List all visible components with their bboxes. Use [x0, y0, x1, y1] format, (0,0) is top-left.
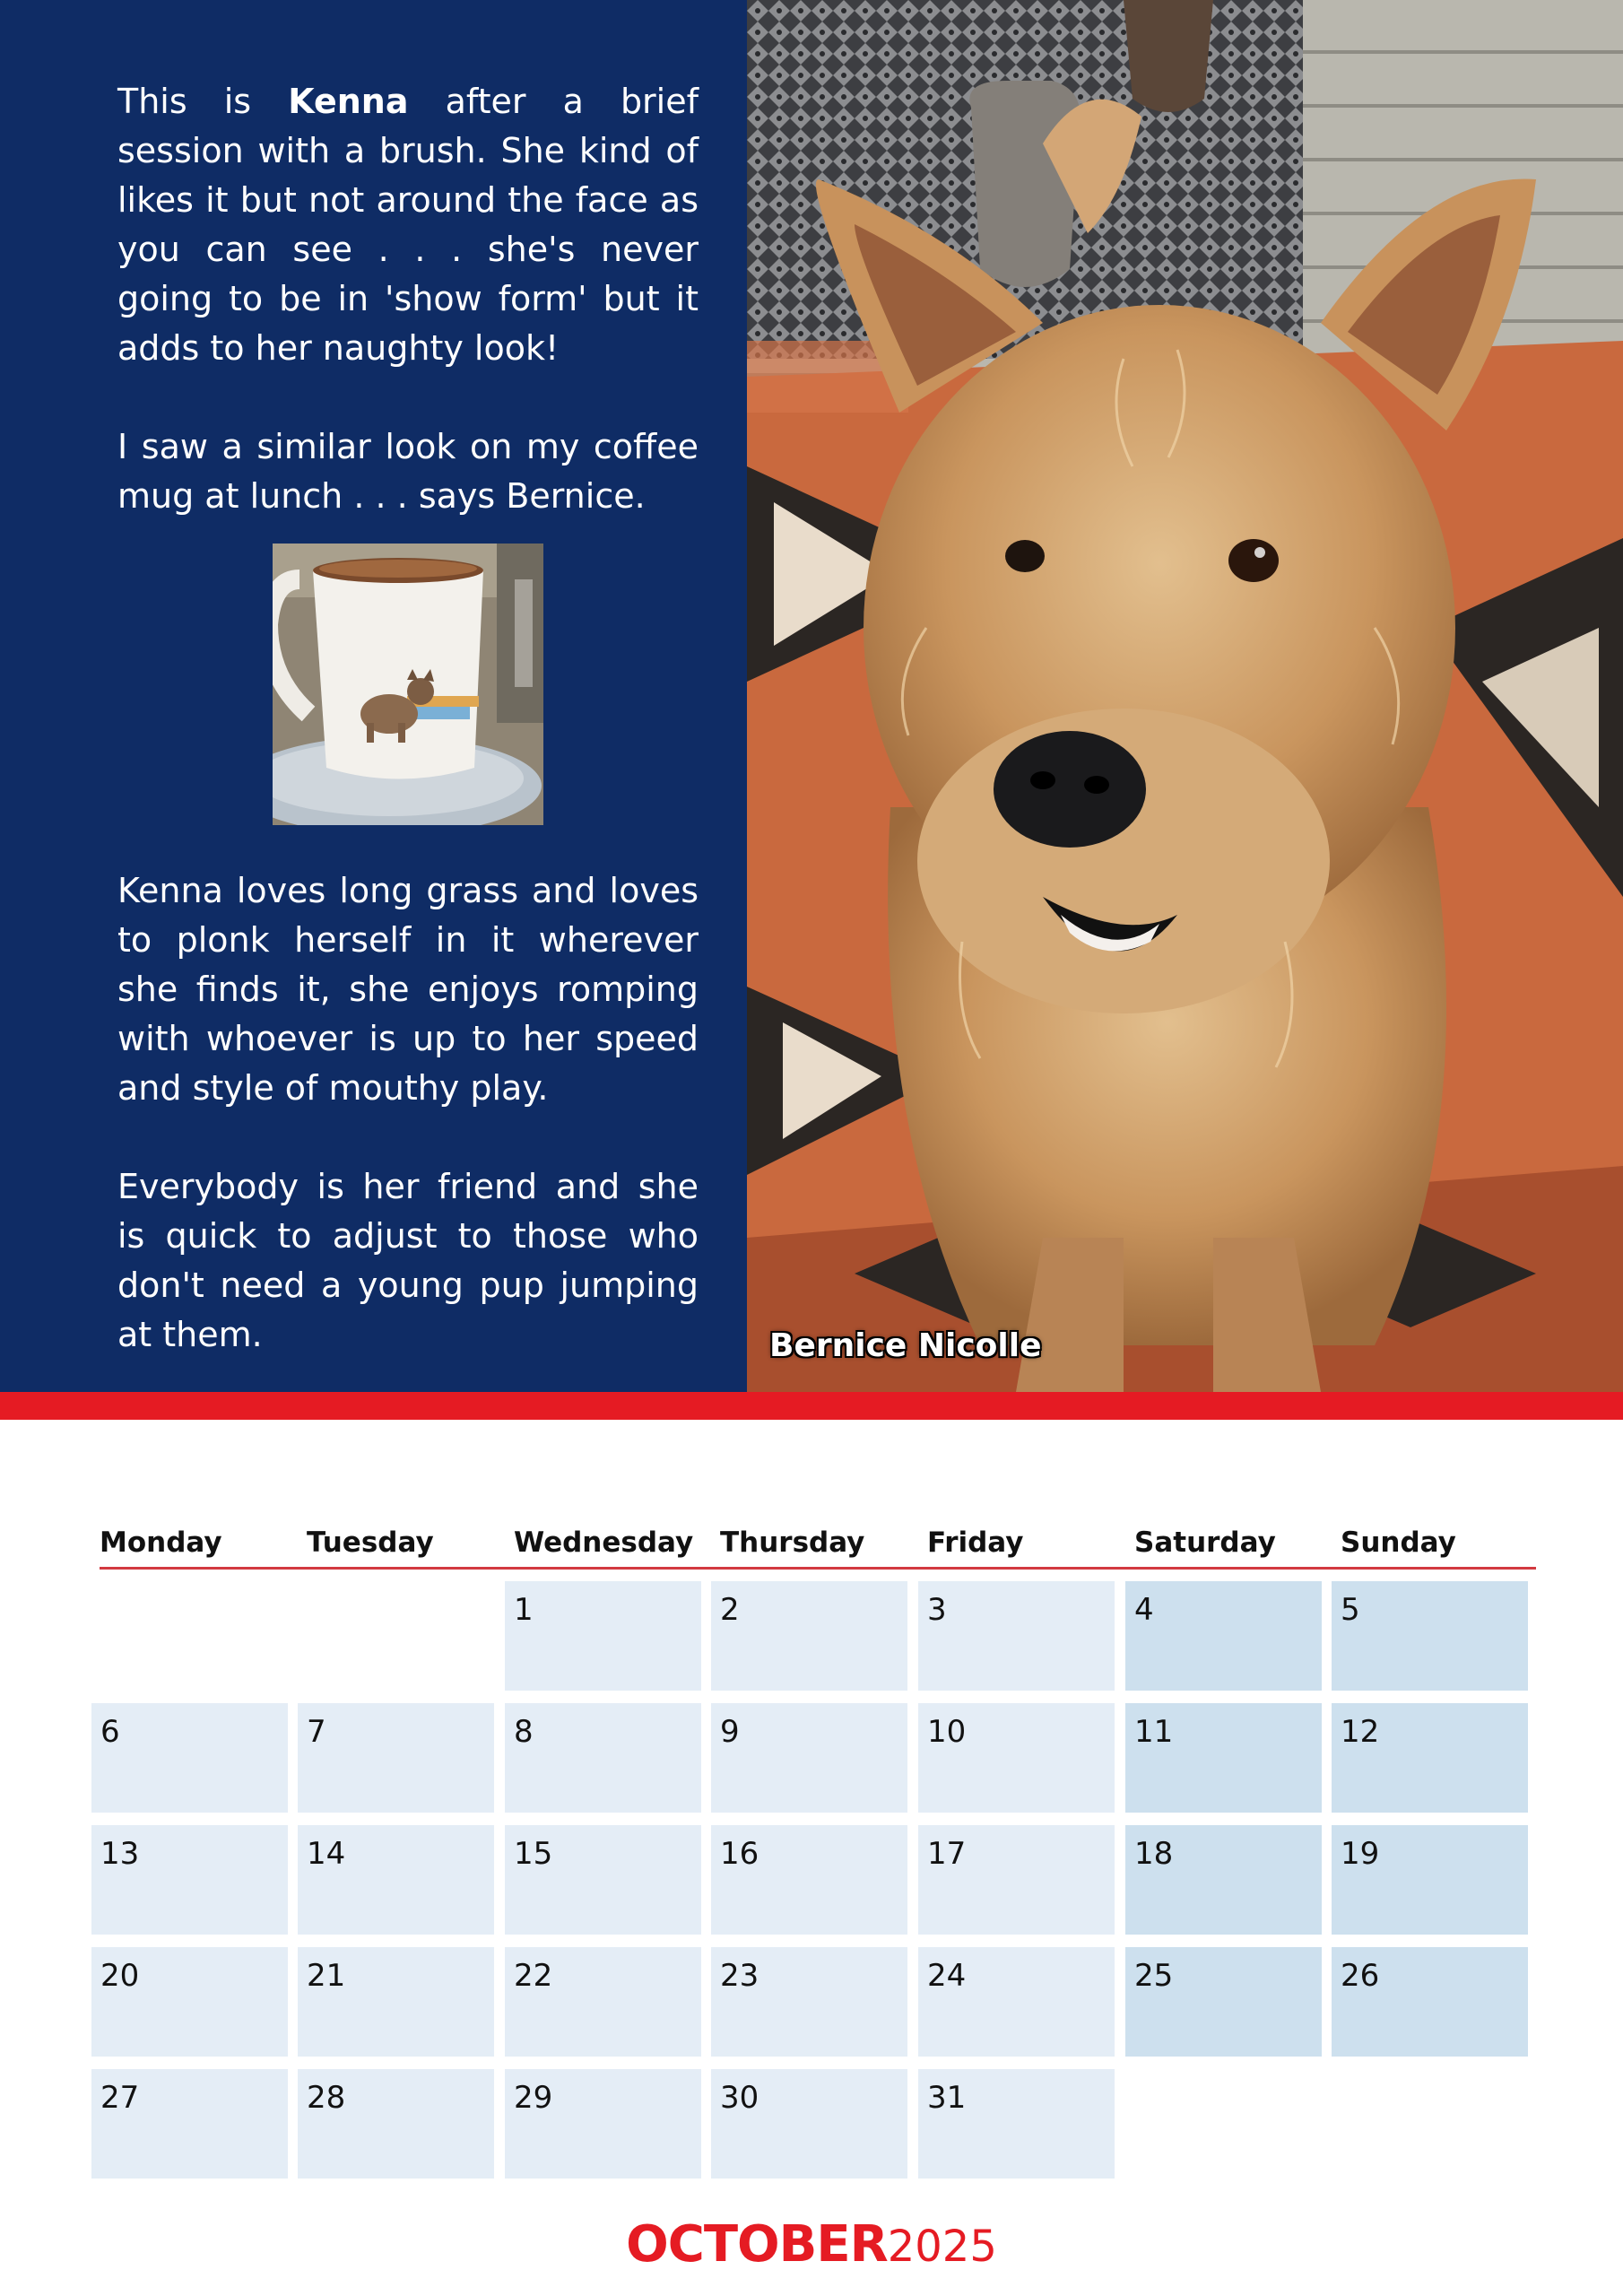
story-paragraph-intro: This is Kenna after a brief session with a brush. She kind of likes it but not around the face as you can see . . . she's never going to be in 'show form' but it adds to her naughty look! [117, 82, 699, 368]
day-cell-20 [91, 1947, 288, 2057]
day-number: 4 [1134, 1592, 1154, 1628]
day-number: 19 [1341, 1836, 1380, 1872]
day-cell-30 [711, 2069, 907, 2179]
day-cell-21 [298, 1947, 494, 2057]
day-cell-7 [298, 1703, 494, 1813]
day-number: 31 [927, 2080, 967, 2116]
weekday-sunday: Sunday [1341, 1526, 1456, 1559]
day-cell-17 [918, 1825, 1115, 1935]
calendar-footer [0, 2215, 1623, 2274]
day-number: 21 [307, 1958, 346, 1994]
weekday-header-rule [100, 1567, 1536, 1570]
day-cell-11 [1125, 1703, 1322, 1813]
day-cell-22 [505, 1947, 701, 2057]
day-number: 10 [927, 1714, 967, 1750]
coffee-mug-photo [273, 544, 543, 825]
day-cell-29 [505, 2069, 701, 2179]
story-text-top [117, 77, 699, 521]
day-number: 27 [100, 2080, 140, 2116]
day-cell-10 [918, 1703, 1115, 1813]
day-cell-23 [711, 1947, 907, 2057]
day-number: 5 [1341, 1592, 1360, 1628]
day-number: 18 [1134, 1836, 1174, 1872]
day-number: 16 [720, 1836, 759, 1872]
day-number: 25 [1134, 1958, 1174, 1994]
day-number: 17 [927, 1836, 967, 1872]
weekday-friday: Friday [927, 1526, 1024, 1559]
dog-name: Kenna [288, 82, 409, 121]
dog-photo [747, 0, 1623, 1392]
story-paragraph-play: Kenna loves long grass and loves to plonk herself in it wherever she finds it, she enjoys romping with whoever is up to her speed and style of mouthy play. [117, 871, 699, 1108]
day-cell-25 [1125, 1947, 1322, 2057]
day-number: 26 [1341, 1958, 1380, 1994]
day-cell-8 [505, 1703, 701, 1813]
weekday-saturday: Saturday [1134, 1526, 1276, 1559]
photo-credit: Bernice Nicolle [769, 1327, 1042, 1364]
day-cell-19 [1332, 1825, 1528, 1935]
day-cell-12 [1332, 1703, 1528, 1813]
day-number: 3 [927, 1592, 947, 1628]
day-number: 23 [720, 1958, 759, 1994]
weekday-wednesday: Wednesday [514, 1526, 694, 1559]
day-cell-6 [91, 1703, 288, 1813]
day-cell-4 [1125, 1581, 1322, 1691]
day-cell-13 [91, 1825, 288, 1935]
red-divider-band [0, 1392, 1623, 1420]
weekday-monday: Monday [100, 1526, 222, 1559]
day-number: 12 [1341, 1714, 1380, 1750]
day-cell-5 [1332, 1581, 1528, 1691]
day-number: 6 [100, 1714, 120, 1750]
day-cell-16 [711, 1825, 907, 1935]
day-number: 20 [100, 1958, 140, 1994]
day-number: 22 [514, 1958, 553, 1994]
day-number: 11 [1134, 1714, 1174, 1750]
day-number: 1 [514, 1592, 534, 1628]
day-number: 14 [307, 1836, 346, 1872]
day-number: 2 [720, 1592, 740, 1628]
day-cell-3 [918, 1581, 1115, 1691]
day-number: 24 [927, 1958, 967, 1994]
day-cell-9 [711, 1703, 907, 1813]
day-number: 30 [720, 2080, 759, 2116]
day-number: 28 [307, 2080, 346, 2116]
day-cell-31 [918, 2069, 1115, 2179]
day-cell-1 [505, 1581, 701, 1691]
weekday-tuesday: Tuesday [307, 1526, 434, 1559]
day-number: 8 [514, 1714, 534, 1750]
weekday-thursday: Thursday [720, 1526, 865, 1559]
day-cell-24 [918, 1947, 1115, 2057]
day-number: 15 [514, 1836, 553, 1872]
day-cell-26 [1332, 1947, 1528, 2057]
coffee-mug-illustration [273, 544, 543, 825]
day-number: 29 [514, 2080, 553, 2116]
terrier-dog-illustration [747, 0, 1623, 1392]
day-cell-27 [91, 2069, 288, 2179]
story-text-bottom [117, 866, 699, 1360]
day-cell-15 [505, 1825, 701, 1935]
day-number: 7 [307, 1714, 326, 1750]
year-label: 2025 [887, 2222, 997, 2272]
day-number: 13 [100, 1836, 140, 1872]
day-cell-2 [711, 1581, 907, 1691]
month-label: OCTOBER [626, 2215, 888, 2274]
story-paragraph-friend: Everybody is her friend and she is quick to adjust to those who don't need a young pup jumping at them. [117, 1167, 699, 1354]
day-cell-28 [298, 2069, 494, 2179]
story-paragraph-mug: I saw a similar look on my coffee mug at lunch . . . says Bernice. [117, 427, 699, 516]
day-number: 9 [720, 1714, 740, 1750]
day-cell-14 [298, 1825, 494, 1935]
day-cell-18 [1125, 1825, 1322, 1935]
